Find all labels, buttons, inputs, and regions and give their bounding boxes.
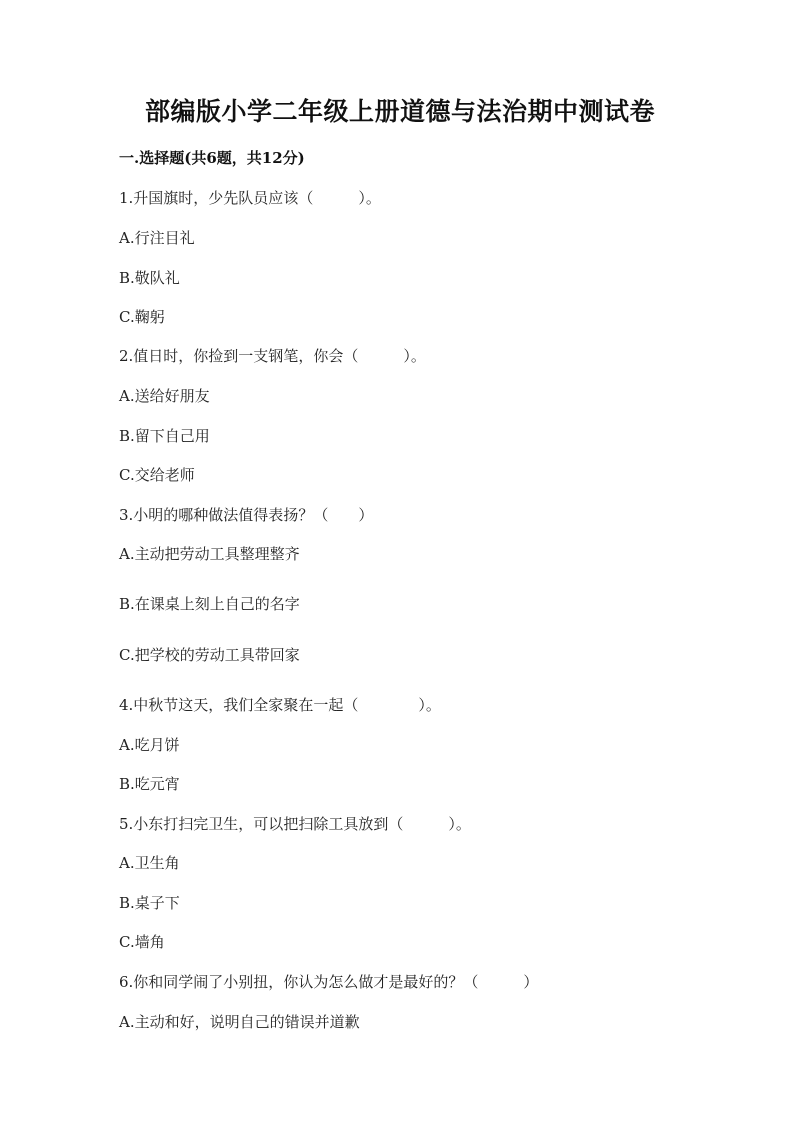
question-1-stem: 1.升国旗时，少先队员应该（ ）。	[119, 189, 381, 207]
question-5-stem: 5.小东打扫完卫生，可以把扫除工具放到（ ）。	[119, 815, 471, 833]
question-6-stem: 6.你和同学闹了小别扭，你认为怎么做才是最好的？（ ）	[119, 973, 539, 991]
section-heading: 一.选择题(共6题，共12分)	[119, 149, 305, 167]
question-6-option-a: A.主动和好，说明自己的错误并道歉	[119, 1013, 360, 1031]
question-5-option-b: B.桌子下	[119, 894, 180, 912]
question-3-option-b: B.在课桌上刻上自己的名字	[119, 595, 300, 613]
question-3-stem: 3.小明的哪种做法值得表扬？（ ）	[119, 506, 374, 524]
question-1-option-a: A.行注目礼	[119, 229, 195, 247]
question-4-option-a: A.吃月饼	[119, 736, 180, 754]
question-1-option-c: C.鞠躬	[119, 308, 165, 326]
question-3-option-a: A.主动把劳动工具整理整齐	[119, 545, 300, 563]
page-title: 部编版小学二年级上册道德与法治期中测试卷	[144, 97, 655, 126]
question-5-option-a: A.卫生角	[119, 854, 180, 872]
question-5-option-c: C.墙角	[119, 933, 165, 951]
question-2-stem: 2.值日时，你捡到一支钢笔，你会（ ）。	[119, 347, 426, 365]
question-4-option-b: B.吃元宵	[119, 775, 180, 793]
question-2-option-a: A.送给好朋友	[119, 387, 210, 405]
question-2-option-b: B.留下自己用	[119, 427, 210, 445]
question-3-option-c: C.把学校的劳动工具带回家	[119, 646, 300, 664]
question-1-option-b: B.敬队礼	[119, 269, 180, 287]
question-4-stem: 4.中秋节这天，我们全家聚在一起（ ）。	[119, 696, 441, 714]
question-2-option-c: C.交给老师	[119, 466, 195, 484]
